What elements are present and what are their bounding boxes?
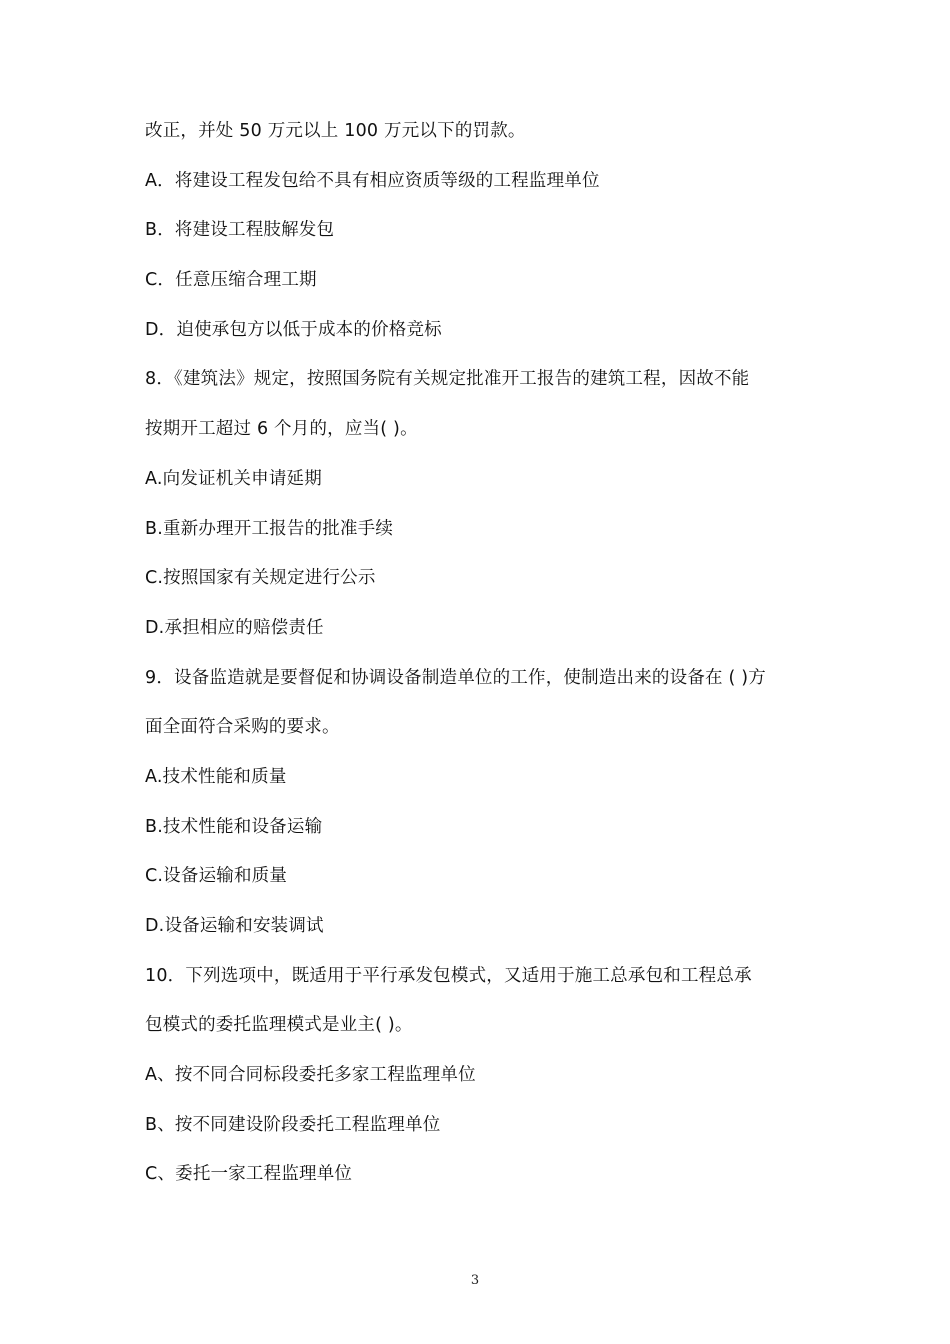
q9-option-a: A.技术性能和质量	[145, 766, 287, 787]
option-c-line: C．任意压缩合理工期	[145, 270, 317, 291]
question-9-line-2: 面全面符合采购的要求。	[145, 717, 340, 738]
option-a-line: A．将建设工程发包给不具有相应资质等级的工程监理单位	[145, 170, 600, 191]
question-10-line-1: 10．下列选项中，既适用于平行承发包模式，又适用于施工总承包和工程总承	[145, 965, 752, 986]
page-number: 3	[470, 1273, 480, 1288]
text-line: 改正，并处 50 万元以上 100 万元以下的罚款。	[145, 121, 526, 141]
q10-option-b: B、按不同建设阶段委托工程监理单位	[145, 1114, 441, 1135]
option-d-line: D．迫使承包方以低于成本的价格竞标	[145, 319, 442, 340]
question-8-line-2: 按期开工超过 6 个月的，应当( )。	[145, 419, 418, 440]
q10-option-c: C、委托一家工程监理单位	[145, 1164, 353, 1185]
question-9-line-1: 9．设备监造就是要督促和协调设备制造单位的工作，使制造出来的设备在 ( )方	[145, 667, 767, 688]
q9-option-b: B.技术性能和设备运输	[145, 816, 323, 837]
q8-option-c: C.按照国家有关规定进行公示	[145, 568, 376, 589]
q8-option-a: A.向发证机关申请延期	[145, 468, 322, 489]
q8-option-d: D.承担相应的赔偿责任	[145, 617, 324, 638]
document-body	[145, 107, 815, 1200]
question-10-line-2: 包模式的委托监理模式是业主( )。	[145, 1015, 413, 1036]
question-8-line-1: 8．《建筑法》规定，按照国务院有关规定批准开工报告的建筑工程，因故不能	[145, 369, 750, 390]
q10-option-a: A、按不同合同标段委托多家工程监理单位	[145, 1065, 476, 1086]
q9-option-c: C.设备运输和质量	[145, 866, 288, 887]
option-b-line: B．将建设工程肢解发包	[145, 220, 335, 241]
q9-option-d: D.设备运输和安装调试	[145, 916, 324, 936]
q8-option-b: B.重新办理开工报告的批准手续	[145, 518, 394, 539]
